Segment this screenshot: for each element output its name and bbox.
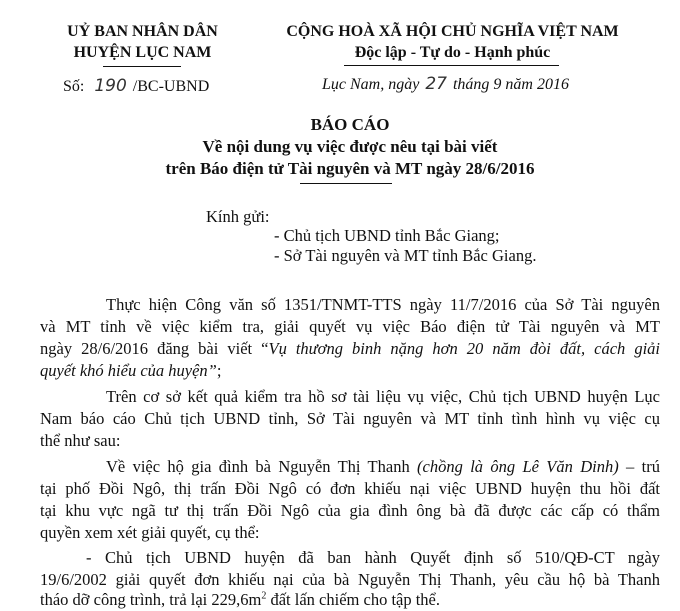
paragraph-line: Trên cơ sở kết quả kiểm tra hồ sơ tài liệu vụ việc, Chủ tịch UBND huyện Lục xyxy=(106,387,660,406)
subject-line1: Về nội dung vụ việc được nêu tại bài viết xyxy=(202,137,498,156)
paragraph-line: 19/6/2002 giải quyết đơn khiếu nại của bà Nguyễn Thị Thanh, yêu cầu hộ bà Thanh xyxy=(40,570,660,589)
number-prefix: Số: xyxy=(63,78,85,95)
paragraph-line: Về việc hộ gia đình bà Nguyễn Thị Thanh (chồng là ông Lê Văn Dinh) – trú xyxy=(106,457,660,476)
org-underline xyxy=(103,66,181,67)
motto: Độc lập - Tự do - Hạnh phúc xyxy=(354,44,551,61)
recipient-item: - Sở Tài nguyên và MT tỉnh Bắc Giang. xyxy=(274,246,537,265)
nation-title: CỘNG HOÀ XÃ HỘI CHỦ NGHĨA VIỆT NAM xyxy=(286,23,619,40)
paragraph-line: Nam báo cáo Chủ tịch UBND tỉnh, Sở Tài nguyên và MT tỉnh tình hình vụ việc cụ xyxy=(40,409,660,428)
date-day: 27 xyxy=(425,74,447,94)
title-underline xyxy=(300,183,392,184)
recipient-item: - Chủ tịch UBND tỉnh Bắc Giang; xyxy=(274,226,500,245)
document-type: BÁO CÁO xyxy=(310,115,390,134)
paragraph-line: ngày 28/6/2016 đăng bài viết “Vụ thương binh nặng hơn 20 năm đòi đất, cách giải xyxy=(40,339,660,358)
motto-underline xyxy=(344,65,559,66)
paragraph-line: thể như sau: xyxy=(40,431,121,450)
issue-date xyxy=(322,74,569,94)
document-number xyxy=(63,76,209,96)
paragraph-line: tại khu vực ngã tư thị trấn Đồi Ngô của gia đình ông bà đã được các cấp có thẩm xyxy=(40,501,660,520)
paragraph-line: quyền xem xét giải quyết, cụ thể: xyxy=(40,523,260,542)
org-name-line1: UỶ BAN NHÂN DÂN xyxy=(67,23,218,40)
paragraph-line: tháo dỡ công trình, trả lại $229,6m^2$ đất lấn chiếm cho tập thể. xyxy=(40,590,441,609)
subject-line2: trên Báo điện tử Tài nguyên và MT ngày 28/6/2016 xyxy=(165,159,535,178)
paragraph-line: tại phố Đồi Ngô, thị trấn Đồi Ngô có đơn khiếu nại việc UBND huyện thu hồi đất xyxy=(40,479,660,498)
number-suffix: /BC-UBND xyxy=(132,78,210,95)
recipients-label: Kính gửi: xyxy=(206,207,270,226)
paragraph-line: và MT tỉnh về việc kiểm tra, giải quyết vụ việc Báo điện tử Tài nguyên và MT xyxy=(40,317,660,336)
paragraph-line: Thực hiện Công văn số 1351/TNMT-TTS ngày 11/7/2016 của Sở Tài nguyên xyxy=(106,295,660,314)
paragraph-line: quyết khó hiểu của huyện”; xyxy=(40,361,222,380)
number-value: 190 xyxy=(94,76,127,96)
date-prefix: Lục Nam, ngày xyxy=(322,76,420,93)
date-rest: tháng 9 năm 2016 xyxy=(452,76,569,93)
paragraph-line: - Chủ tịch UBND huyện đã ban hành Quyết định số 510/QĐ-CT ngày xyxy=(86,548,660,567)
org-name-line2: HUYỆN LỤC NAM xyxy=(73,44,212,61)
